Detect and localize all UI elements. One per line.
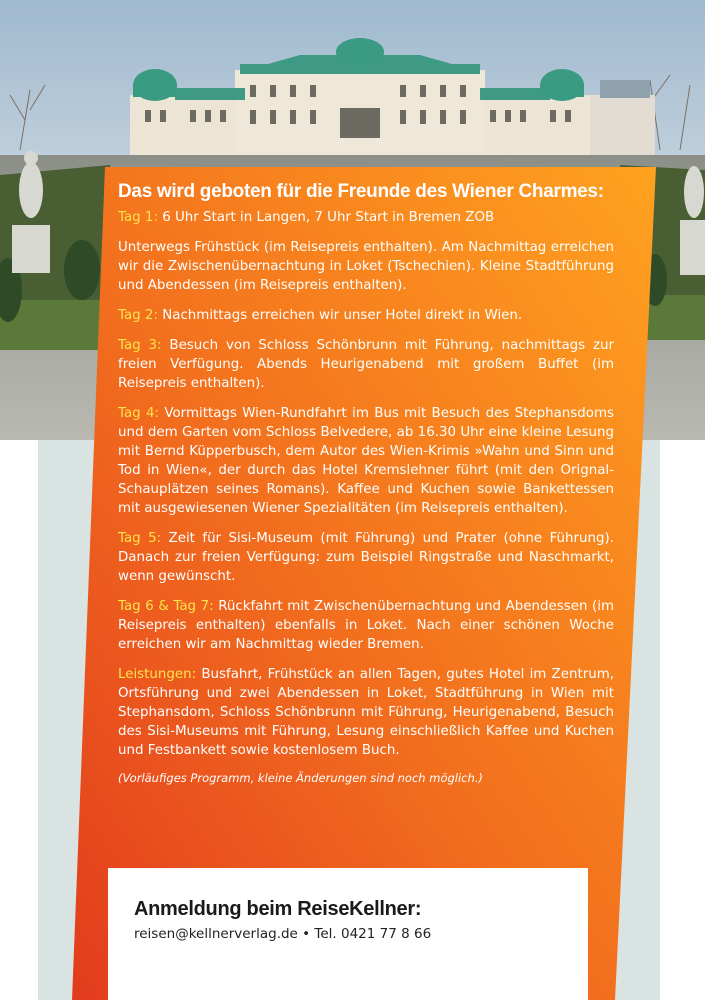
day-4-label: Tag 4:	[118, 406, 160, 421]
contact-title: Anmeldung beim ReiseKellner:	[134, 898, 422, 920]
day-1-text: 6 Uhr Start in Langen, 7 Uhr Start in Bremen ZOB	[157, 210, 495, 225]
program-heading: Das wird geboten für die Freunde des Wiener Charmes:	[118, 181, 604, 202]
day-5-text: Zeit für Sisi-Museum (mit Führung) und Prater (ohne Führung). Danach zur freien Verfügung: zum Beispiel Ringstraße und Naschmarkt, wenn gewünscht.	[118, 531, 614, 584]
day-6-7-text: Rückfahrt mit Zwischenübernachtung und Abendessen (im Reisepreis enthalten) ebenfalls in Loket. Nach einer schönen Woche erreichen wir am Nachmittag wieder Bremen.	[118, 599, 614, 652]
day-5	[118, 529, 614, 586]
day-1	[118, 208, 614, 227]
day-2	[118, 306, 614, 325]
contact-details[interactable]: reisen@kellnerverlag.de • Tel. 0421 77 8 66	[134, 926, 432, 942]
day-3-label: Tag 3:	[118, 338, 162, 353]
day-1-details	[118, 238, 614, 295]
program-text	[118, 180, 614, 788]
day-3-text: Besuch von Schloss Schönbrunn mit Führung, nachmittags zur freien Verfügung. Abends Heurigenabend mit großem Buffet (im Reisepreis enthalten).	[118, 338, 614, 391]
day-6-7	[118, 597, 614, 654]
services-label: Leistungen:	[118, 667, 197, 682]
day-6-7-label: Tag 6 & Tag 7:	[118, 599, 214, 614]
day-2-text: Nachmittags erreichen wir unser Hotel direkt in Wien.	[157, 308, 523, 323]
day-1-label: Tag 1:	[118, 210, 158, 225]
day-4	[118, 404, 614, 518]
program-note: (Vorläufiges Programm, kleine Änderungen sind noch möglich.)	[118, 771, 483, 785]
services-text: Busfahrt, Frühstück an allen Tagen, gutes Hotel im Zentrum, Ortsführung und zwei Abendessen in Loket, Stadtführung in Wien mit Stephansdom, Schloss Schönbrunn mit Führung, Heurigenabend, Besuch des Sisi-Museums mit Führung, Lesung einschließlich Kaffee und Kuchen und Festbankett sowie kostenlosem Buch.	[118, 667, 614, 758]
day-2-label: Tag 2:	[118, 308, 158, 323]
day-5-label: Tag 5:	[118, 531, 162, 546]
day-4-text: Vormittags Wien-Rundfahrt im Bus mit Besuch des Stephansdoms und dem Garten vom Schloss Belvedere, ab 16.30 Uhr eine kleine Lesung mit Bernd Küpperbusch, dem Autor des Wien-Krimis »Wahn und Sinn und Tod in Wien«, der durch das Hotel Kremslehner führt (mit den Orignal-Schauplätzen seines Romans). Kaffee und Kuchen sowie Bankettessen mit ausgewiesenen Wiener Spezialitäten (im Reisepreis enthalten).	[118, 406, 614, 516]
day-3	[118, 336, 614, 393]
services	[118, 665, 614, 760]
contact-box	[108, 868, 588, 1000]
day-1-details-text: Unterwegs Frühstück (im Reisepreis enthalten). Am Nachmittag erreichen wir die Zwischenübernachtung in Loket (Tschechien). Kleine Stadtführung und Abendessen (im Reisepreis enthalten).	[118, 240, 614, 293]
